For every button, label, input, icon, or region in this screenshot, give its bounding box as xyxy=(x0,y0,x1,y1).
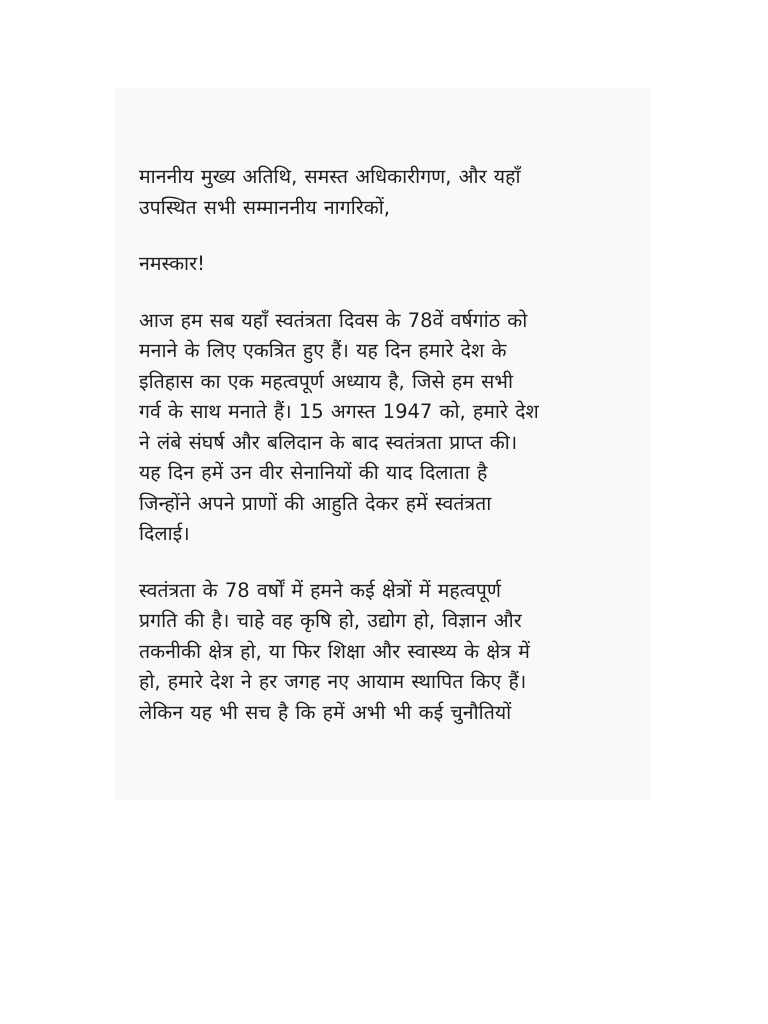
salutation-paragraph xyxy=(139,249,627,280)
text-line: दिलाई। xyxy=(139,522,190,545)
text-line: जिन्होंने अपने प्राणों की आहुति देकर हमें स्वतंत्रता xyxy=(139,491,492,515)
text-line: उपस्थित सभी सम्माननीय नागरिकों, xyxy=(139,195,390,219)
text-line: हो, हमारे देश ने हर जगह नए आयाम स्थापित किए हैं। xyxy=(139,670,527,693)
text-line: स्वतंत्रता के 78 वर्षों में हमने कई क्षेत्रों में महत्वपूर्ण xyxy=(139,578,501,602)
text-line: गर्व के साथ मनाते हैं। 15 अगस्त 1947 को, हमारे देश xyxy=(139,400,539,423)
text-line: आज हम सब यहाँ स्वतंत्रता दिवस के 78वें वर्षगांठ को xyxy=(139,308,528,332)
text-line: प्रगति की है। चाहे वह कृषि हो, उद्योग हो, विज्ञान और xyxy=(139,609,522,632)
text-line: माननीय मुख्य अतिथि, समस्त अधिकारीगण, और यहाँ xyxy=(139,165,521,188)
text-line: मनाने के लिए एकत्रित हुए हैं। यह दिन हमारे देश के xyxy=(139,339,507,362)
body-paragraph xyxy=(139,306,627,550)
text-line: नमस्कार! xyxy=(139,252,205,275)
greeting-paragraph xyxy=(139,162,627,223)
document-page xyxy=(115,88,651,800)
text-line: इतिहास का एक महत्वपूर्ण अध्याय है, जिसे हम सभी xyxy=(139,369,514,393)
text-line: तकनीकी क्षेत्र हो, या फिर शिक्षा और स्वास्थ्य के क्षेत्र में xyxy=(139,639,530,663)
body-paragraph xyxy=(139,576,627,729)
text-line: ने लंबे संघर्ष और बलिदान के बाद स्वतंत्रता प्राप्त की। xyxy=(139,430,518,454)
text-line: यह दिन हमें उन वीर सेनानियों की याद दिलाता है xyxy=(139,461,488,484)
text-line: लेकिन यह भी सच है कि हमें अभी भी कई चुनौतियों xyxy=(139,700,512,724)
